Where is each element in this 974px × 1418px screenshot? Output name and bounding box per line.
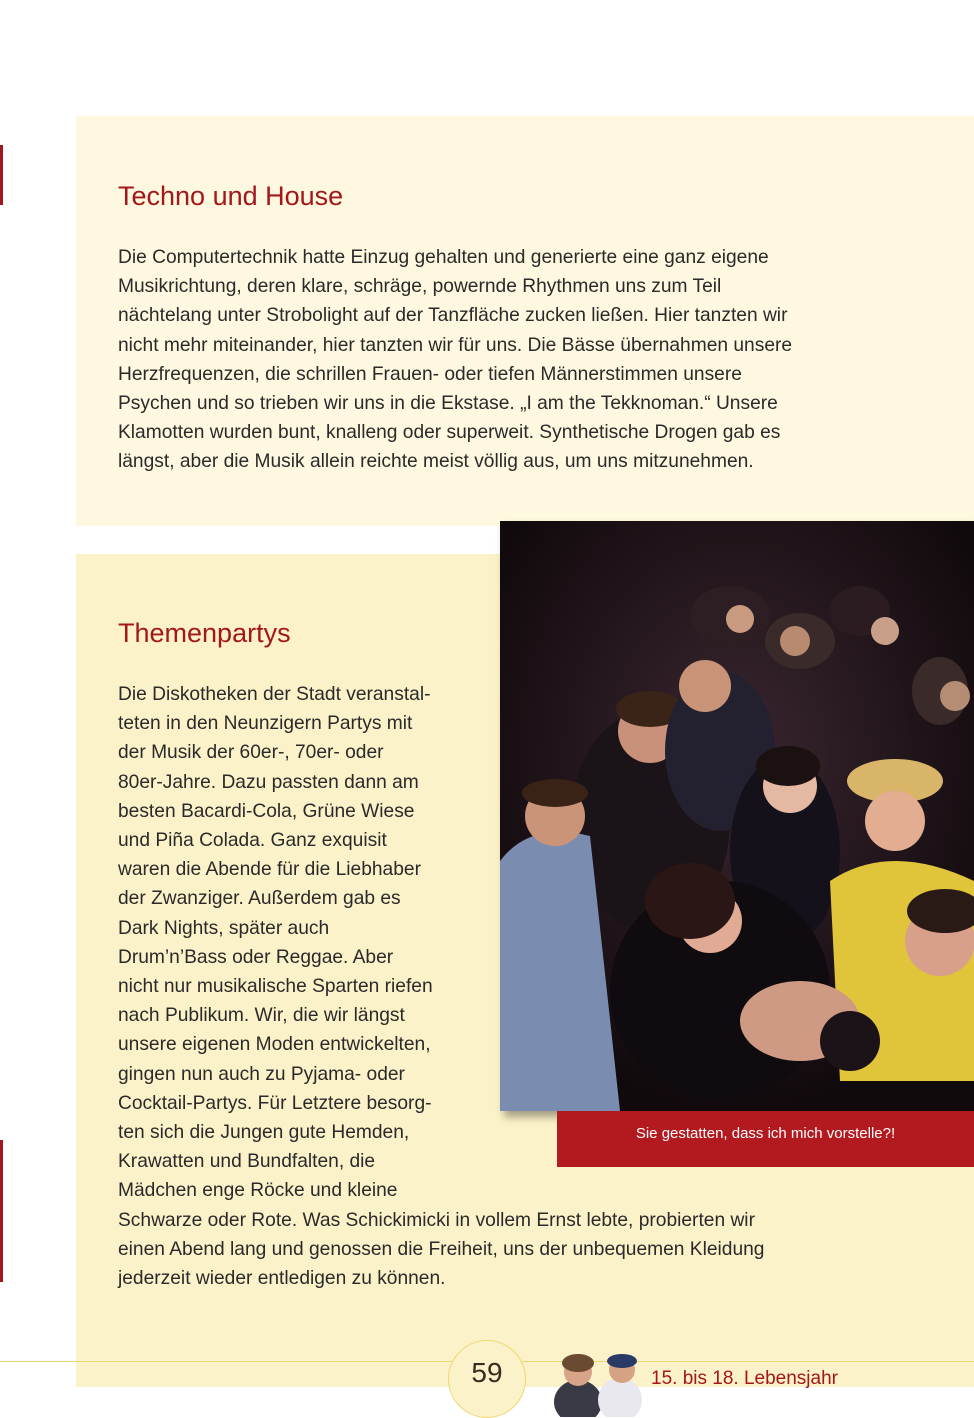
section-title-techno: Techno und House: [118, 181, 344, 211]
edge-marker-bottom: [0, 1140, 3, 1282]
body-line: unsere eigenen Moden entwickelten,: [118, 1034, 431, 1056]
body-line: besten Bacardi-Cola, Grüne Wiese: [118, 800, 415, 822]
section-body-techno: [118, 243, 878, 477]
body-line: Cocktail-Partys. Für Letztere besorg-: [118, 1092, 432, 1114]
body-line: Musikrichtung, deren klare, schräge, powernde Rhythmen uns zum Teil: [118, 276, 722, 298]
body-line: jederzeit wieder entledigen zu können.: [118, 1268, 446, 1290]
body-line: Herzfrequenzen, die schrillen Frauen- oder tiefen Männerstimmen unsere: [118, 363, 742, 385]
body-line: Mädchen enge Röcke und kleine: [118, 1180, 398, 1202]
body-line: nicht nur musikalische Sparten riefen: [118, 976, 433, 998]
footer-kids-illustration: [548, 1342, 648, 1417]
body-line: Dark Nights, später auch: [118, 917, 330, 939]
body-line: ten sich die Jungen gute Hemden,: [118, 1122, 410, 1144]
body-line: Drum’n’Bass oder Reggae. Aber: [118, 946, 394, 968]
body-line: Klamotten wurden bunt, knalleng oder superweit. Synthetische Drogen gab es: [118, 422, 781, 444]
body-line: waren die Abende für die Liebhaber: [118, 859, 421, 881]
body-line: der Zwanziger. Außerdem gab es: [118, 888, 401, 910]
body-line: Schwarze oder Rote. Was Schickimicki in vollem Ernst lebte, probierten wir: [118, 1209, 755, 1231]
photo-caption-bar: [557, 1111, 974, 1167]
body-line: und Piña Colada. Ganz exquisit: [118, 830, 387, 852]
page-number: 59: [471, 1357, 503, 1388]
body-line: 80er-Jahre. Dazu passten dann am: [118, 771, 419, 793]
body-line: längst, aber die Musik allein reichte meist völlig aus, um uns mitzunehmen.: [118, 451, 754, 473]
body-line: der Musik der 60er-, 70er- oder: [118, 742, 384, 764]
body-line: Psychen und so trieben wir uns in die Ekstase. „I am the Tekknoman.“ Unsere: [118, 393, 778, 415]
body-line: Krawatten und Bundfalten, die: [118, 1151, 376, 1173]
edge-marker-top: [0, 145, 3, 205]
footer-section-label: 15. bis 18. Lebensjahr: [651, 1368, 838, 1389]
body-line: gingen nun auch zu Pyjama- oder: [118, 1063, 405, 1085]
party-photo: [500, 521, 974, 1111]
body-line: einen Abend lang und genossen die Freiheit, uns der unbequemen Kleidung: [118, 1238, 765, 1260]
body-line: nach Publikum. Wir, die wir längst: [118, 1005, 405, 1027]
section-title-themenpartys: Themenpartys: [118, 618, 291, 648]
body-line: nicht mehr miteinander, hier tanzten wir für uns. Die Bässe übernahmen unsere: [118, 334, 793, 356]
photo-caption: Sie gestatten, dass ich mich vorstelle?!: [635, 1125, 896, 1142]
body-line: teten in den Neunzigern Partys mit: [118, 713, 413, 735]
body-line: Die Computertechnik hatte Einzug gehalten und generierte eine ganz eigene: [118, 247, 769, 268]
body-line: nächtelang unter Strobolight auf der Tanzfläche zucken ließen. Hier tanzten wir: [118, 305, 788, 327]
body-line: Die Diskotheken der Stadt veranstal-: [118, 684, 431, 705]
